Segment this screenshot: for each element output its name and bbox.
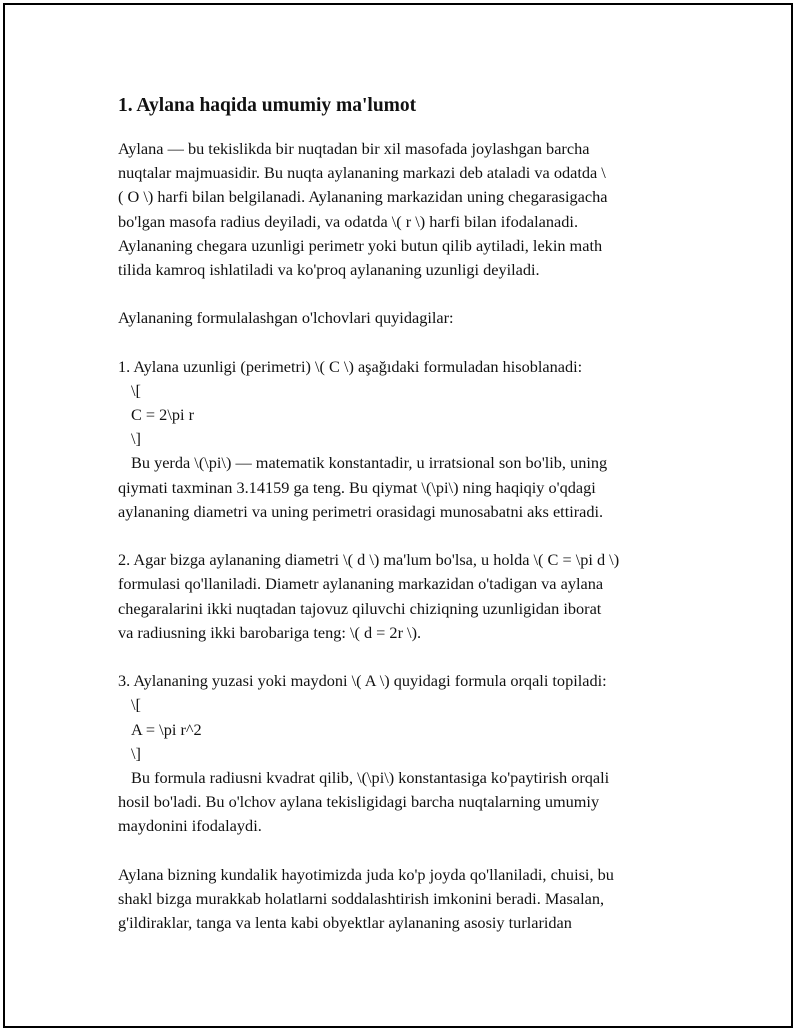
- formula-line: \]: [131, 743, 141, 763]
- text-line: ( O \) harfi bilan belgilanadi. Aylananing markazidan uning chegarasigacha: [118, 187, 608, 207]
- formula-line: C = 2\pi r: [131, 405, 195, 425]
- paragraph-formulas-intro: [118, 306, 698, 330]
- paragraph-area: [118, 669, 698, 838]
- formula-line: A = \pi r^2: [131, 719, 202, 739]
- text-line: Aylananing chegara uzunligi perimetr yoki butun qilib aytiladi, lekin math: [118, 235, 603, 255]
- section-heading: 1. Aylana haqida umumiy ma'lumot: [118, 95, 417, 116]
- paragraph-gap: [118, 331, 698, 355]
- text-line: aylananing diametri va uning perimetri orasidagi munosabatni aks ettiradi.: [118, 501, 604, 521]
- paragraph-gap: [118, 838, 698, 862]
- document-body: [118, 92, 698, 935]
- formula-line: \]: [131, 429, 141, 449]
- text-line: Aylananing formulalashgan o'lchovlari quyidagilar:: [118, 308, 454, 328]
- text-line: g'ildiraklar, tanga va lenta kabi obyektlar aylananing asosiy turlaridan: [118, 913, 572, 932]
- paragraph-gap: [118, 524, 698, 548]
- text-line: va radiusning ikki barobariga teng: \( d = 2r \).: [118, 622, 422, 642]
- text-line: bo'lgan masofa radius deyiladi, va odatda \( r \) harfi bilan ifodalanadi.: [118, 211, 579, 231]
- paragraph-usage: [118, 863, 698, 936]
- paragraph-intro: [118, 137, 698, 282]
- text-line: Aylana bizning kundalik hayotimizda juda ko'p joyda qo'llaniladi, chuisi, bu: [118, 864, 614, 884]
- text-line: maydonini ifodalaydi.: [118, 816, 262, 836]
- text-line: nuqtalar majmuasidir. Bu nuqta aylananing markazi deb ataladi va odatda \: [118, 163, 606, 183]
- formula-line: \[: [131, 695, 141, 715]
- formula-line: \[: [131, 380, 141, 400]
- text-line: 2. Agar bizga aylananing diametri \( d \) ma'lum bo'lsa, u holda \( C = \pi d \): [118, 550, 620, 570]
- text-line: 1. Aylana uzunligi (perimetri) \( C \) aşağıdaki formuladan hisoblanadi:: [118, 356, 583, 376]
- text-line: qiymati taxminan 3.14159 ga teng. Bu qiymat \(\pi\) ning haqiqiy o'qdagi: [118, 477, 596, 497]
- text-line: formulasi qo'llaniladi. Diametr aylananing markazidan o'tadigan va aylana: [118, 574, 604, 594]
- text-line: Bu formula radiusni kvadrat qilib, \(\pi\) konstantasiga ko'paytirish orqali: [131, 767, 610, 787]
- text-line: tilida kamroq ishlatiladi va ko'proq aylananing uzunligi deyiladi.: [118, 259, 540, 279]
- paragraph-gap: [118, 282, 698, 306]
- paragraph-perimeter: [118, 355, 698, 524]
- text-line: shakl bizga murakkab holatlarni soddalashtirish imkonini beradi. Masalan,: [118, 888, 605, 908]
- text-line: hosil bo'ladi. Bu o'lchov aylana tekisligidagi barcha nuqtalarning umumiy: [118, 792, 600, 812]
- paragraph-diameter: [118, 548, 698, 645]
- text-line: chegaralarini ikki nuqtadan tajovuz qiluvchi chiziqning uzunligidan iborat: [118, 598, 602, 618]
- paragraph-gap: [118, 645, 698, 669]
- text-line: Bu yerda \(\pi\) — matematik konstantadir, u irratsional son bo'lib, uning: [131, 453, 608, 473]
- text-line: Aylana — bu tekislikda bir nuqtadan bir xil masofada joylashgan barcha: [118, 139, 590, 158]
- text-line: 3. Aylananing yuzasi yoki maydoni \( A \) quyidagi formula orqali topiladi:: [118, 671, 607, 691]
